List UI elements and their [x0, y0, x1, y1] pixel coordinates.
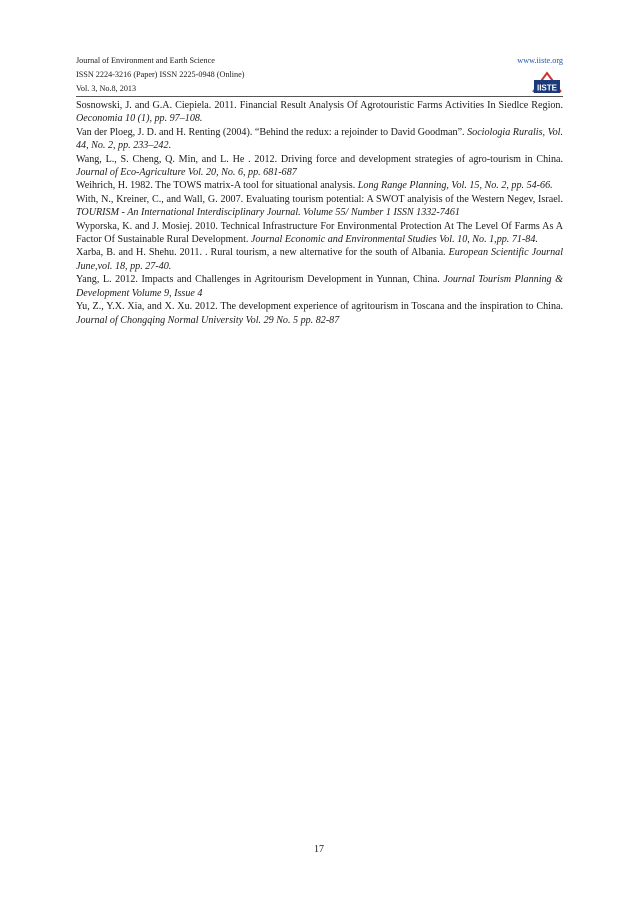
reference-item — [76, 126, 563, 153]
reference-text: Wyporska, K. and J. Mosiej. 2010. Technical Infrastructure For Environmental Protection At The Level Of Farms As A Factor Of Sustainable Rural Development. — [76, 220, 563, 246]
reference-source: Journal Economic and Environmental Studies Vol. 10, No. 1,pp. 71-84. — [250, 234, 538, 246]
reference-text: With, N., Kreiner, C., and Wall, G. 2007. Evaluating tourism potential: A SWOT analyisis of the Western Negev, Israel. — [76, 193, 563, 205]
iiste-logo-icon — [531, 70, 563, 96]
reference-text: Yu, Z., Y.X. Xia, and X. Xu. 2012. The development experience of agritourism in Toscana and the inspiration to China. — [76, 301, 563, 313]
reference-text: Weihrich, H. 1982. The TOWS matrix-A tool for situational analysis. — [76, 180, 358, 192]
reference-text: Wang, L., S. Cheng, Q. Min, and L. He . 2012. Driving force and development strategies of agro-tourism in China. — [76, 153, 563, 165]
reference-source: Journal of Eco-Agriculture Vol. 20, No. 6, pp. 681-687 — [76, 167, 297, 179]
reference-text: Van der Ploeg, J. D. and H. Renting (2004). “Behind the redux: a rejoinder to David Goodman”. — [76, 126, 468, 138]
reference-source: TOURISM - An International Interdisciplinary Journal. Volume 55/ Number 1 ISSN 1332-7461 — [76, 207, 460, 219]
reference-item — [76, 300, 563, 327]
header-divider — [76, 96, 563, 97]
volume-line: Vol. 3, No.8, 2013 — [76, 84, 137, 93]
reference-source: Long Range Planning, Vol. 15, No. 2, pp. 54-66. — [357, 180, 553, 192]
page-header — [76, 54, 563, 96]
reference-item — [76, 153, 563, 180]
reference-source: Journal Tourism Planning & Development Volume 9, Issue 4 — [76, 274, 564, 299]
svg-text:IISTE: IISTE — [536, 83, 558, 93]
reference-tail: . — [168, 140, 172, 152]
reference-source: Sociologia Ruralis, Vol. 44, No. 2, pp. 233–242 — [76, 126, 564, 152]
reference-item — [76, 179, 563, 192]
reference-source: Journal of Chongqing Normal University Vol. 29 No. 5 pp. 82-87 — [76, 314, 340, 326]
reference-item — [76, 193, 563, 220]
reference-source: European Scientific Journal June,vol. 18, pp. 27-40. — [76, 247, 564, 272]
journal-name: Journal of Environment and Earth Science — [76, 56, 215, 65]
reference-list — [76, 99, 563, 327]
journal-url-link[interactable]: www.iiste.org — [517, 56, 563, 65]
reference-item — [76, 246, 563, 273]
reference-item — [76, 273, 563, 300]
issn-line: ISSN 2224-3216 (Paper) ISSN 2225-0948 (Online) — [76, 70, 245, 79]
page-number: 17 — [314, 844, 324, 855]
reference-item — [76, 99, 563, 126]
reference-text: Sosnowski, J. and G.A. Ciepiela. 2011. Financial Result Analysis Of Agrotouristic Farms Activities In Siedlce Region. — [76, 100, 563, 111]
reference-text: Yang, L. 2012. Impacts and Challenges in Agritourism Development in Yunnan, China. — [76, 274, 444, 286]
reference-source: Oeconomia 10 (1), pp. 97–108. — [76, 113, 203, 125]
reference-item — [76, 220, 563, 247]
reference-text: Xarba, B. and H. Shehu. 2011. . Rural tourism, a new alternative for the south of Albania. — [76, 247, 449, 259]
